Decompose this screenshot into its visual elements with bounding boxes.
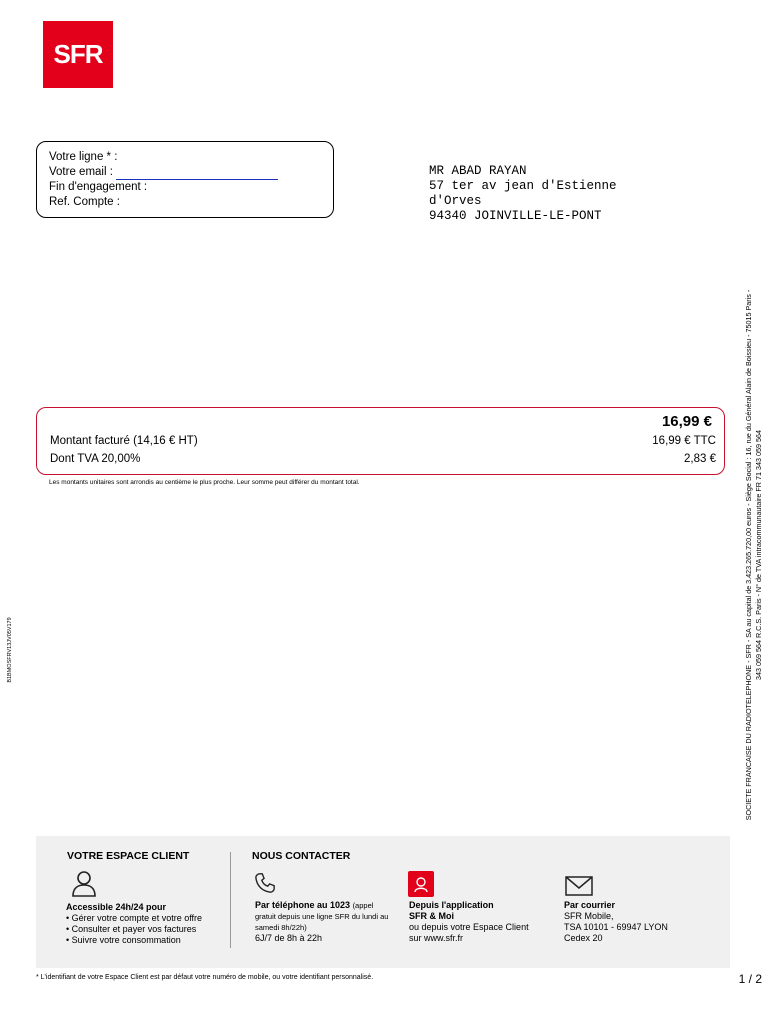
amount-summary-box (36, 407, 725, 475)
espace-item-3: • Suivre votre consommation (66, 935, 202, 946)
sfr-logo (43, 21, 113, 88)
phone-small-b: gratuit depuis une ligne SFR du lundi au (255, 912, 389, 921)
mail-title: Par courrier (564, 900, 616, 910)
phone-hours: 6J/7 de 8h à 22h (255, 933, 323, 943)
document-code-area (6, 610, 20, 690)
user-icon (70, 869, 98, 897)
address-line-3: d'Orves (429, 194, 482, 208)
footer-divider (230, 852, 231, 948)
legal-sidebar (744, 285, 768, 825)
logo-text: SFR (53, 39, 103, 69)
document-code: B1BMOSFRV13JV05V179 (7, 617, 13, 683)
mail-line-2: TSA 10101 - 69947 LYON (564, 922, 668, 932)
espace-item-1: • Gérer votre compte et votre offre (66, 913, 202, 924)
contact-footer (36, 836, 730, 968)
address-line-2: 57 ter av jean d'Estienne (429, 179, 617, 193)
total-amount: 16,99 € (661, 413, 712, 430)
app-line-1: ou depuis votre Espace Client (409, 922, 529, 932)
engagement-label: Fin d'engagement : (49, 181, 148, 193)
legal-text: SOCIETE FRANCAISE DU RADIOTELEPHONE - SFR - SA au capital de 3.423.265.720,00 euros - Siège Social : 16, rue du Général Alain de Boissieu - 75015 Paris - 343 059 564 R.C.S. Paris - N° de TVA intracommunautaire FR 71 343 059 564 (744, 289, 763, 821)
phone-icon (254, 872, 276, 894)
mail-line-1: SFR Mobile, (564, 911, 614, 921)
recipient-address (429, 164, 617, 224)
billed-amount-label: Montant facturé (14,16 € HT) (50, 435, 198, 447)
phone-title: Par téléphone au 1023 (255, 900, 351, 910)
app-line-2: sur www.sfr.fr (409, 933, 464, 943)
espace-client-info (66, 902, 202, 946)
account-ref-label: Ref. Compte : (49, 196, 120, 208)
page-number: 1 / 2 (738, 972, 762, 986)
vat-value: 2,83 € (684, 453, 716, 465)
line-label: Votre ligne * : (49, 151, 118, 163)
mail-icon (565, 876, 593, 896)
footnote: * L'identifiant de votre Espace Client est par défaut votre numéro de mobile, ou votre identifiant personnalisé. (36, 974, 374, 981)
address-line-4: 94340 JOINVILLE-LE-PONT (429, 209, 602, 223)
address-line-1: MR ABAD RAYAN (429, 164, 527, 178)
billed-amount-value: 16,99 € TTC (652, 435, 716, 447)
phone-small-c: samedi 8h/22h) (255, 923, 307, 932)
sfr-app-icon (408, 871, 434, 897)
espace-item-2: • Consulter et payer vos factures (66, 924, 202, 935)
espace-access-text: Accessible 24h/24 pour (66, 902, 167, 912)
rounding-note: Les montants unitaires sont arrondis au centième le plus proche. Leur somme peut différer du montant total. (49, 479, 360, 486)
email-field (116, 168, 278, 180)
mail-contact (564, 900, 668, 944)
app-contact (409, 900, 529, 944)
phone-small-a: (appel (352, 901, 374, 910)
app-title-1: Depuis l'application (409, 900, 494, 910)
app-title-2: SFR & Moi (409, 911, 454, 921)
mail-line-3: Cedex 20 (564, 933, 603, 943)
vat-label: Dont TVA 20,00% (50, 453, 141, 465)
contact-title: NOUS CONTACTER (252, 850, 351, 862)
account-info-box (36, 141, 334, 218)
email-label: Votre email : (49, 166, 113, 178)
espace-client-title: VOTRE ESPACE CLIENT (67, 850, 190, 862)
phone-contact (255, 900, 400, 944)
